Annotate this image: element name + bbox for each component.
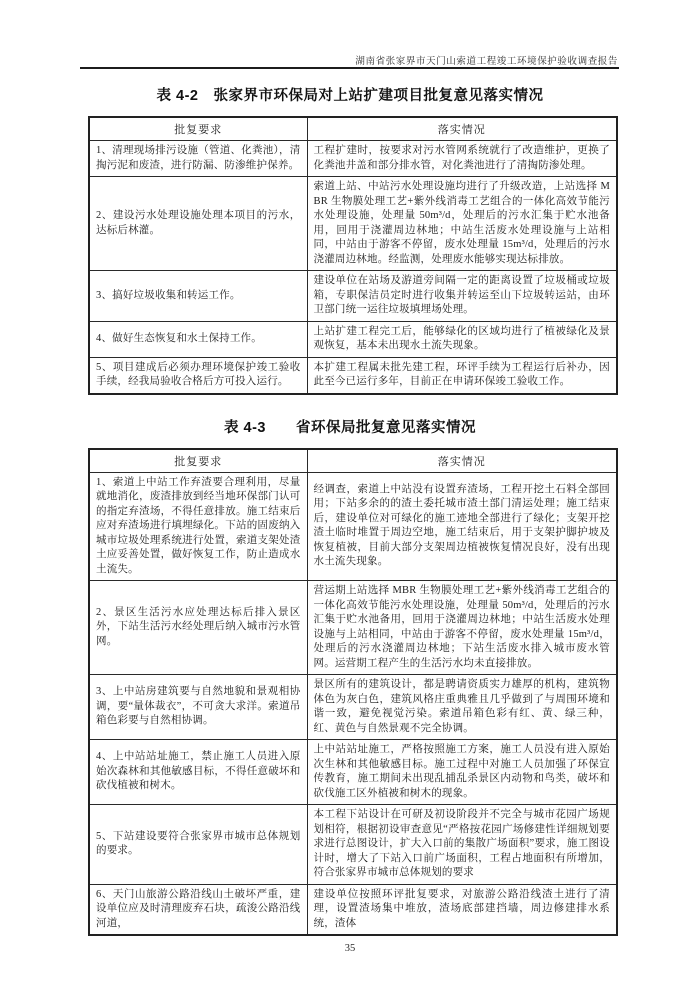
implementation-cell: 工程扩建时，按要求对污水管网系统就行了改造维护，更换了化粪池井盖和部分排水管，对化粪池进行了清掏防渗处理。 xyxy=(307,141,617,177)
table-4-3 xyxy=(88,448,618,937)
requirement-cell: 6、天门山旅游公路沿线山土破坏严重，建设单位应及时清理废弃石块，疏浚公路沿线河道， xyxy=(89,884,307,935)
table-row xyxy=(89,357,617,394)
implementation-cell: 本工程下站设计在可研及初设阶段并不完全与城市花园广场规划相符，根据初设审查意见“严格按花园广场修建性详细规划要求进行总图设计，扩大入口前的集散广场面积”要求，施工图设计时，增大了下站入口前广场面积，工程占地面积有所增加，符合张家界市城市总体规划的要求 xyxy=(307,805,617,885)
implementation-cell: 上站扩建工程完工后，能够绿化的区域均进行了植被绿化及景观恢复，基本未出现水土流失现象。 xyxy=(307,321,617,357)
table-row xyxy=(89,581,617,675)
requirement-cell: 3、搞好垃圾收集和转运工作。 xyxy=(89,271,307,322)
page-content xyxy=(0,84,700,936)
requirement-cell: 5、下站建设要符合张家界市城市总体规划的要求。 xyxy=(89,805,307,885)
implementation-cell: 本扩建工程属未批先建工程，环评手续为工程运行后补办，因此至今已运行多年，目前正在申请环保竣工验收工作。 xyxy=(307,357,617,394)
requirement-cell: 2、景区生活污水应处理达标后排入景区外，下站生活污水经处理后纳入城市污水管网。 xyxy=(89,581,307,675)
requirement-cell: 4、做好生态恢复和水土保持工作。 xyxy=(89,321,307,357)
requirement-cell: 2、建设污水处理设施处理本项目的污水，达标后林灌。 xyxy=(89,177,307,271)
requirement-cell: 5、项目建成后必须办理环境保护竣工验收手续，经我局验收合格后方可投入运行。 xyxy=(89,357,307,394)
page-number: 35 xyxy=(344,943,356,954)
table-4-2 xyxy=(88,116,618,395)
table-row xyxy=(89,472,617,581)
table-row xyxy=(89,675,617,740)
implementation-cell: 索道上站、中站污水处理设施均进行了升级改造，上站选择 MBR 生物膜处理工艺+紫外线消毒工艺组合的一体化高效节能污水处理设施，处理量 50m³/d，处理后的污水汇集于贮水池备用，回用于浇灌周边林地；中站生活废水处理设施与上站相同，中站由于游客不停留，废水处理量 15m³/d，处理后的污水浇灌周边林地。经监测，处理废水能够实现达标排放。 xyxy=(307,177,617,271)
table-header-row xyxy=(89,449,617,473)
implementation-cell: 建设单位按照环评批复要求，对旅游公路沿线渣土进行了清理，设置渣场集中堆放，渣场底部建挡墙，周边修建排水系统，渣体 xyxy=(307,884,617,935)
report-header-title: 湖南省张家界市天门山索道工程竣工环境保护验收调查报告 xyxy=(355,57,618,67)
implementation-cell: 上中站站址施工，严格按照施工方案，施工人员没有进入原始次生林和其他敏感目标。施工过程中对施工人员加强了环保宣传教育，施工期间未出现乱捕乱杀景区内动物和鸟类，破坏和砍伐施工区外植被和树木的现象。 xyxy=(307,740,617,805)
table-row xyxy=(89,271,617,322)
implementation-cell: 景区所有的建筑设计，都是聘请资质实力雄厚的机构，建筑物体色为灰白色，建筑风格庄重典雅且几乎做到了与周围环境和谐一致，避免视觉污染。索道吊箱色彩有红、黄、绿三种，红、黄色与自然景观不完全协调。 xyxy=(307,675,617,740)
table-row xyxy=(89,884,617,935)
column-header-requirement: 批复要求 xyxy=(89,117,307,141)
table-header-row xyxy=(89,117,617,141)
requirement-cell: 1、索道上中站工作弃渣要合理利用，尽量就地消化，废渣排放到经当地环保部门认可的指定弃渣场，不得任意排放。施工结束后应对弃渣场进行填埋绿化。下站的固废纳入城市垃圾处理系统进行处置，索道支架处渣土应妥善处置，做好恢复工作，防止造成水土流失。 xyxy=(89,472,307,581)
table-row xyxy=(89,141,617,177)
requirement-cell: 4、上中站站址施工，禁止施工人员进入原始次森林和其他敏感目标，不得任意破坏和砍伐植被和树木。 xyxy=(89,740,307,805)
header-divider-rule xyxy=(80,67,619,69)
implementation-cell: 经调查，索道上中站没有设置弃渣场，工程开挖土石料全部回用；下站多余的的渣土委托城市渣土部门清运处理；施工结束后，建设单位对可绿化的施工迹地全部进行了绿化；支架开挖渣土临时堆置于周边空地，施工结束后，用于支架护脚护坡及恢复植被，目前大部分支架周边植被恢复情况良好，没有出现水土流失现象。 xyxy=(307,472,617,581)
column-header-implementation: 落实情况 xyxy=(307,449,617,473)
column-header-implementation: 落实情况 xyxy=(307,117,617,141)
requirement-cell: 3、上中站房建筑要与自然地貌和景观相协调，要“量体裁衣”，不可贪大求洋。索道吊箱色彩要与自然相协调。 xyxy=(89,675,307,740)
column-header-requirement: 批复要求 xyxy=(89,449,307,473)
table-4-3-title: 表 4-3 省环保局批复意见落实情况 xyxy=(224,419,476,436)
table-row xyxy=(89,177,617,271)
requirement-cell: 1、清理现场排污设施（管道、化粪池），清掏污泥和废渣，进行防漏、防渗维护保养。 xyxy=(89,141,307,177)
table-row xyxy=(89,805,617,885)
implementation-cell: 建设单位在站场及游道旁间隔一定的距离设置了垃圾桶或垃圾箱，专职保洁员定时进行收集并转运至山下垃圾转运站，由环卫部门统一运往垃圾填埋场处理。 xyxy=(307,271,617,322)
table-row xyxy=(89,321,617,357)
table-row xyxy=(89,740,617,805)
implementation-cell: 营运期上站选择 MBR 生物膜处理工艺+紫外线消毒工艺组合的一体化高效节能污水处理设施，处理量 50m³/d，处理后的污水汇集于贮水池备用，回用于浇灌周边林地；中站生活废水处理设施与上站相同，中站由于游客不停留，废水处理量 15m³/d，处理后的污水浇灌周边林地；下站生活废水排入城市废水管网。运营期工程产生的生活污水均未直接排放。 xyxy=(307,581,617,675)
table-4-2-title: 表 4-2 张家界市环保局对上站扩建项目批复意见落实情况 xyxy=(156,88,544,104)
